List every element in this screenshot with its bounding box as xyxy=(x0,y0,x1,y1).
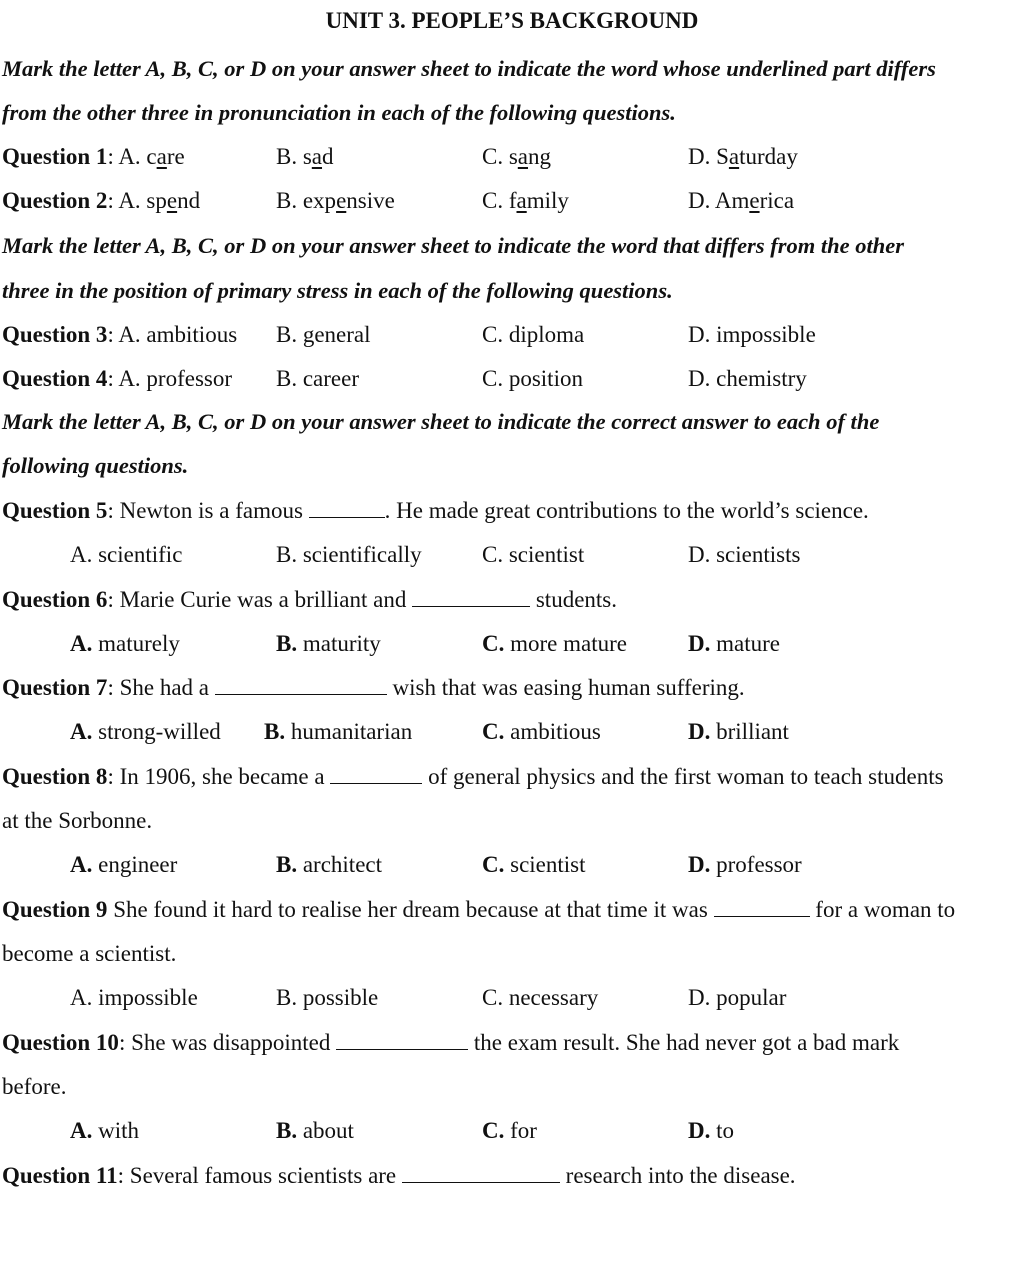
question-4: Question 4: A. professor xyxy=(2,366,233,391)
option-b[interactable]: B. possible xyxy=(276,985,379,1010)
option-c[interactable]: C. for xyxy=(482,1118,537,1143)
option-c[interactable]: C. diploma xyxy=(482,322,585,347)
question-label: Question 7 xyxy=(2,675,108,700)
option-d[interactable]: D. brilliant xyxy=(688,719,789,744)
option-b[interactable]: B. architect xyxy=(276,852,383,877)
option-d[interactable]: D. professor xyxy=(688,852,802,877)
instruction-correct-line1: Mark the letter A, B, C, or D on your answer sheet to indicate the correct answer to each of the xyxy=(2,409,880,434)
instruction-pronunciation-line2: from the other three in pronunciation in each of the following questions. xyxy=(2,100,676,125)
answer-blank[interactable] xyxy=(330,763,422,784)
answer-blank[interactable] xyxy=(714,896,810,917)
option-b[interactable]: B. expensive xyxy=(276,188,395,213)
question-5: Question 5: Newton is a famous . He made great contributions to the world’s science. xyxy=(2,498,869,523)
option-b[interactable]: B. career xyxy=(276,366,359,391)
option-c[interactable]: C. ambitious xyxy=(482,719,601,744)
question-label: Question 5 xyxy=(2,498,108,523)
question-label: Question 8 xyxy=(2,764,108,789)
question-label: Question 2 xyxy=(2,188,108,213)
answer-blank[interactable] xyxy=(402,1162,560,1183)
instruction-stress-line2: three in the position of primary stress in each of the following questions. xyxy=(2,278,673,303)
option-a[interactable]: A. maturely xyxy=(70,631,180,656)
question-2: Question 2: A. spend xyxy=(2,188,201,213)
question-10: Question 10: She was disappointed the exam result. She had never got a bad mark xyxy=(2,1030,900,1055)
page-title: UNIT 3. PEOPLE’S BACKGROUND xyxy=(325,8,699,33)
option-c[interactable]: C. family xyxy=(482,188,569,213)
option-c[interactable]: C. position xyxy=(482,366,583,391)
option-d[interactable]: D. to xyxy=(688,1118,735,1143)
question-1: Question 1: A. care xyxy=(2,144,185,169)
option-d[interactable]: D. scientists xyxy=(688,542,801,567)
option-d[interactable]: D. chemistry xyxy=(688,366,807,391)
question-9: Question 9 She found it hard to realise her dream because at that time it was for a woman to xyxy=(2,897,956,922)
option-a[interactable]: A. scientific xyxy=(70,542,183,567)
answer-blank[interactable] xyxy=(309,497,385,518)
question-label: Question 9 xyxy=(2,897,108,922)
instruction-correct-line2: following questions. xyxy=(2,453,189,478)
option-d[interactable]: D. Saturday xyxy=(688,144,798,169)
option-c[interactable]: C. scientist xyxy=(482,852,586,877)
option-b[interactable]: B. maturity xyxy=(276,631,381,656)
option-a[interactable]: A. strong-willed xyxy=(70,719,221,744)
question-label: Question 4 xyxy=(2,366,108,391)
question-10-continuation: before. xyxy=(2,1074,67,1099)
question-3: Question 3: A. ambitious xyxy=(2,322,238,347)
question-8-continuation: at the Sorbonne. xyxy=(2,808,153,833)
option-a[interactable]: A. with xyxy=(70,1118,140,1143)
option-c[interactable]: C. more mature xyxy=(482,631,627,656)
option-b[interactable]: B. general xyxy=(276,322,371,347)
question-label: Question 1 xyxy=(2,144,108,169)
question-label: Question 11 xyxy=(2,1163,118,1188)
option-d[interactable]: D. America xyxy=(688,188,795,213)
option-c[interactable]: C. sang xyxy=(482,144,552,169)
option-b[interactable]: B. scientifically xyxy=(276,542,422,567)
option-c[interactable]: C. necessary xyxy=(482,985,599,1010)
option-d[interactable]: D. impossible xyxy=(688,322,816,347)
question-label: Question 3 xyxy=(2,322,108,347)
question-9-continuation: become a scientist. xyxy=(2,941,177,966)
option-c[interactable]: C. scientist xyxy=(482,542,585,567)
option-b[interactable]: B. about xyxy=(276,1118,354,1143)
option-a[interactable]: A. care xyxy=(118,144,185,169)
answer-blank[interactable] xyxy=(215,674,387,695)
option-b[interactable]: B. humanitarian xyxy=(264,719,413,744)
question-7: Question 7: She had a wish that was easing human suffering. xyxy=(2,675,745,700)
option-a[interactable]: A. impossible xyxy=(70,985,198,1010)
question-11: Question 11: Several famous scientists are research into the disease. xyxy=(2,1163,796,1188)
question-label: Question 10 xyxy=(2,1030,119,1055)
answer-blank[interactable] xyxy=(412,586,530,607)
instruction-pronunciation-line1: Mark the letter A, B, C, or D on your answer sheet to indicate the word whose underlined part differs xyxy=(2,56,936,81)
option-b[interactable]: B. sad xyxy=(276,144,334,169)
question-6: Question 6: Marie Curie was a brilliant and students. xyxy=(2,587,617,612)
question-8: Question 8: In 1906, she became a of general physics and the first woman to teach students xyxy=(2,764,944,789)
answer-blank[interactable] xyxy=(336,1029,468,1050)
option-a[interactable]: A. spend xyxy=(118,188,201,213)
option-d[interactable]: D. popular xyxy=(688,985,787,1010)
option-a[interactable]: A. engineer xyxy=(70,852,178,877)
instruction-stress-line1: Mark the letter A, B, C, or D on your answer sheet to indicate the word that differs from the other xyxy=(2,233,904,258)
option-d[interactable]: D. mature xyxy=(688,631,780,656)
option-a[interactable]: A. professor xyxy=(118,366,233,391)
option-a[interactable]: A. ambitious xyxy=(118,322,238,347)
question-label: Question 6 xyxy=(2,587,108,612)
